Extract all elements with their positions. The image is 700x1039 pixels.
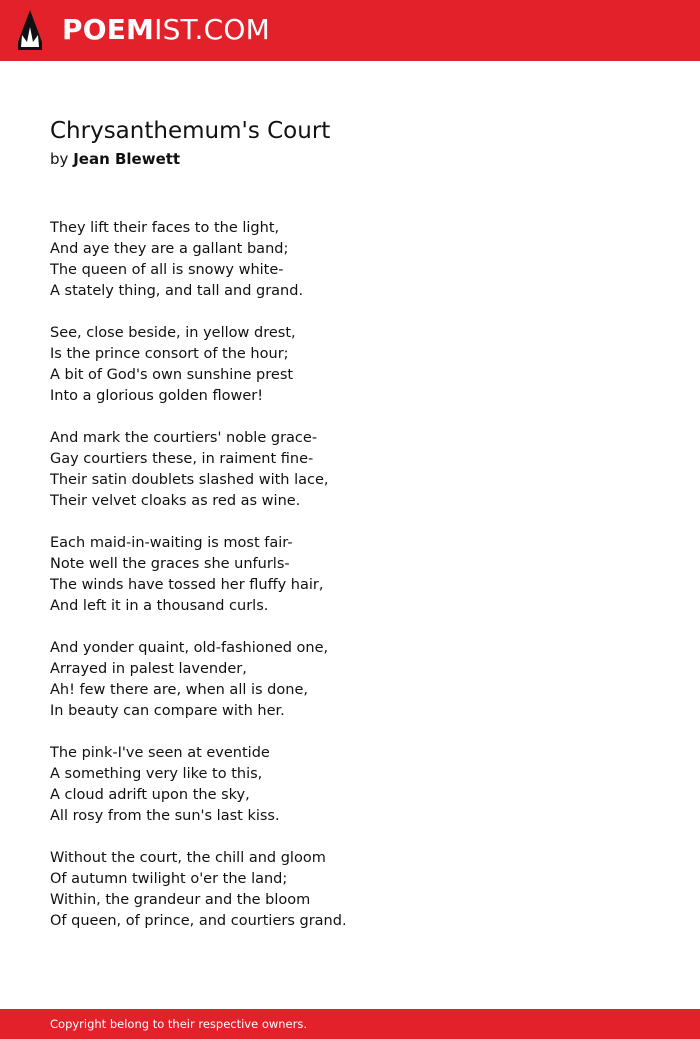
poem-stanza <box>50 218 650 302</box>
byline <box>50 149 180 169</box>
poem-line: A cloud adrift upon the sky, <box>50 787 250 803</box>
author-name: Jean Blewett <box>73 150 181 168</box>
poem-line: Gay courtiers these, in raiment fine- <box>50 451 314 467</box>
poem-line: A stately thing, and tall and grand. <box>50 283 304 299</box>
poem-line: Ah! few there are, when all is done, <box>50 682 308 698</box>
pencil-icon[interactable] <box>17 9 43 51</box>
poem-line: The pink-I've seen at eventide <box>50 745 270 761</box>
poem-line: Of autumn twilight o'er the land; <box>50 871 288 887</box>
logo-bold-text: POEM <box>62 13 155 46</box>
poem-line: A bit of God's own sunshine prest <box>50 367 294 383</box>
site-header <box>0 0 700 61</box>
poem-stanza <box>50 428 650 512</box>
poem-stanza <box>50 638 650 722</box>
logo-light-text: IST.COM <box>154 13 270 46</box>
poem-line: A something very like to this, <box>50 766 263 782</box>
poem-line: Note well the graces she unfurls- <box>50 556 290 572</box>
poem-line: Their satin doublets slashed with lace, <box>50 472 329 488</box>
poem-body <box>50 218 650 953</box>
poem-stanza <box>50 848 650 932</box>
poem-stanza <box>50 743 650 827</box>
poem-line: The queen of all is snowy white- <box>50 262 284 278</box>
poem-line: Is the prince consort of the hour; <box>50 346 289 362</box>
poem-line: The winds have tossed her fluffy hair, <box>50 577 324 593</box>
poem-line: And aye they are a gallant band; <box>50 241 289 257</box>
poem-line: And yonder quaint, old-fashioned one, <box>50 640 329 656</box>
poem-stanza <box>50 533 650 617</box>
site-footer <box>0 1009 700 1039</box>
poem-line: Arrayed in palest lavender, <box>50 661 247 677</box>
poem-line: Their velvet cloaks as red as wine. <box>50 493 301 509</box>
site-logo[interactable] <box>62 13 270 47</box>
poem-line: In beauty can compare with her. <box>50 703 285 719</box>
by-label: by <box>50 150 69 168</box>
poem-line: Of queen, of prince, and courtiers grand. <box>50 913 347 929</box>
poem-line: And mark the courtiers' noble grace- <box>50 430 318 446</box>
poem-line: And left it in a thousand curls. <box>50 598 269 614</box>
poem-line: See, close beside, in yellow drest, <box>50 325 296 341</box>
poem-stanza <box>50 323 650 407</box>
poem-line: Each maid-in-waiting is most fair- <box>50 535 293 551</box>
poem-title: Chrysanthemum's Court <box>50 118 331 144</box>
poem-line: They lift their faces to the light, <box>50 220 280 236</box>
poem-line: Within, the grandeur and the bloom <box>50 892 311 908</box>
poem-line: All rosy from the sun's last kiss. <box>50 808 280 824</box>
poem-line: Without the court, the chill and gloom <box>50 850 326 866</box>
copyright-text: Copyright belong to their respective owners. <box>50 1017 308 1031</box>
poem-line: Into a glorious golden flower! <box>50 388 264 404</box>
